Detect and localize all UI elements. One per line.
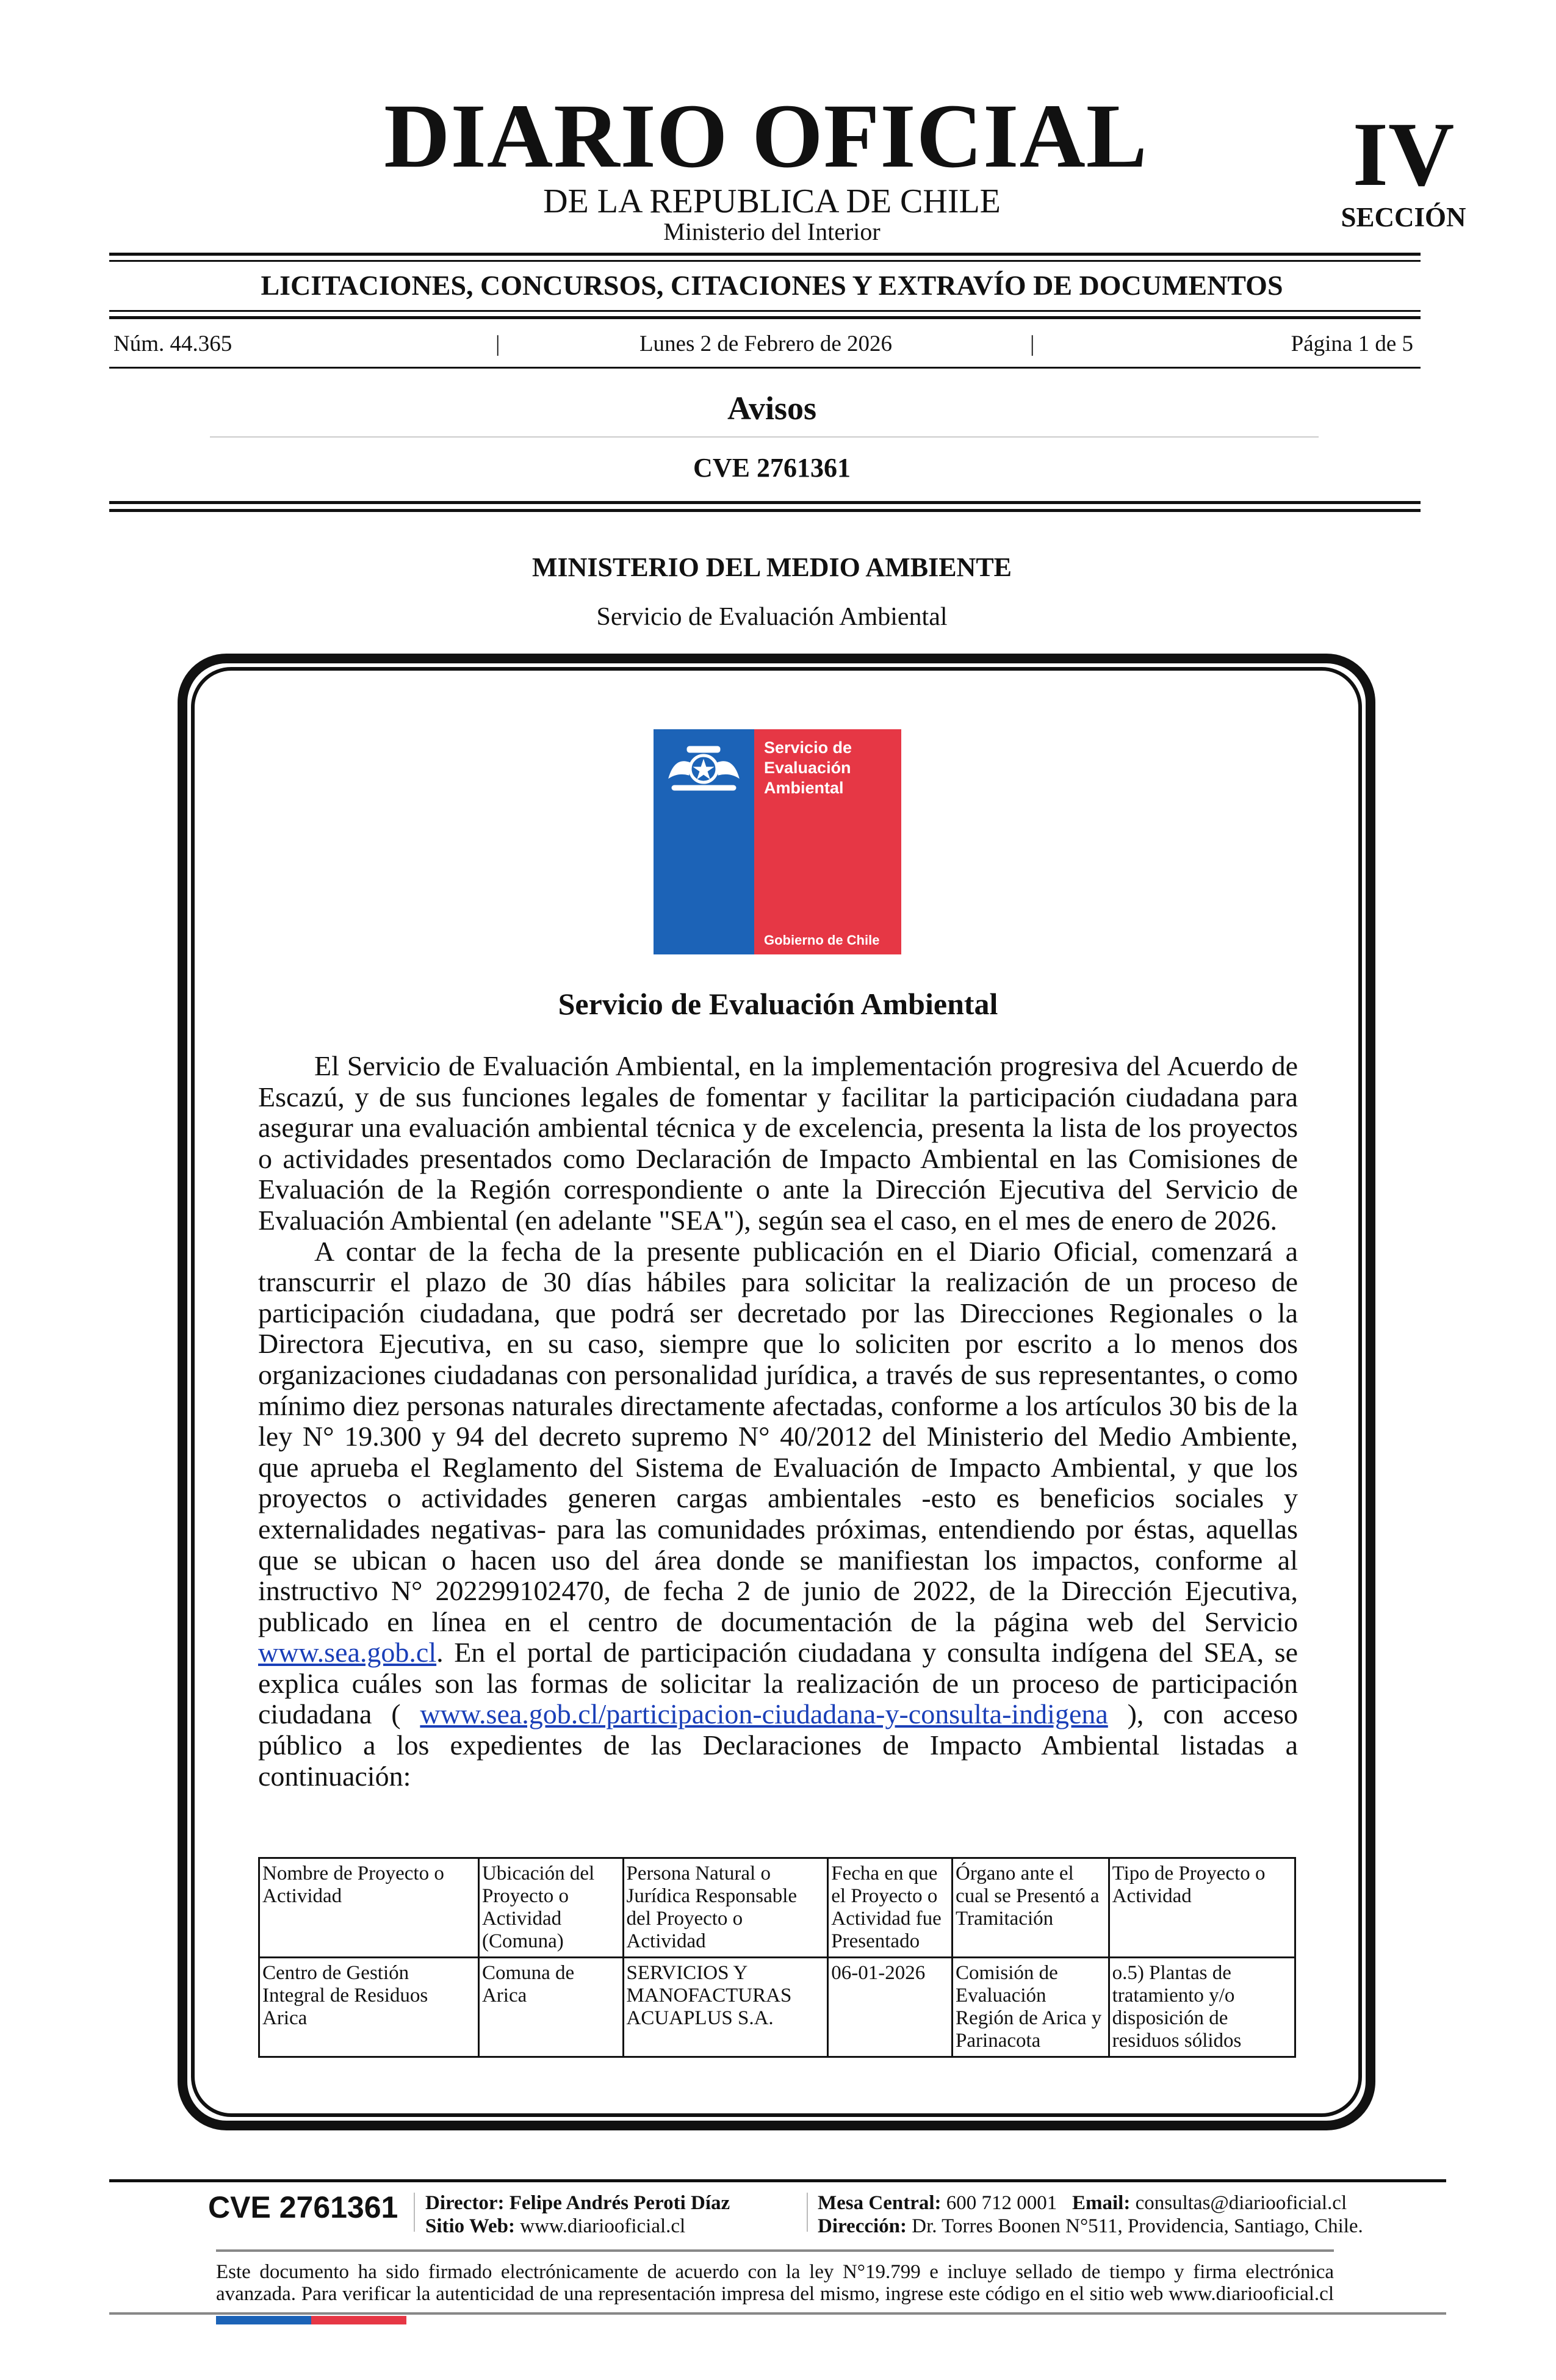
- table-header-row: [259, 1858, 1295, 1958]
- table-cell: Centro de Gestión Integral de Residuos Arica: [259, 1958, 479, 2057]
- separator: |: [495, 331, 500, 356]
- body-title: Servicio de Evaluación Ambiental: [558, 987, 998, 1021]
- table-cell: o.5) Plantas de tratamiento y/o disposición de residuos sólidos: [1109, 1958, 1295, 2057]
- notice-category: Avisos: [727, 390, 817, 427]
- issue-number: Núm. 44.365: [113, 331, 232, 356]
- divider: [109, 509, 1421, 512]
- column-header: Tipo de Proyecto o Actividad: [1109, 1858, 1295, 1958]
- footer-website: Sitio Web: www.diariooficial.cl: [425, 2215, 686, 2237]
- service-name: Servicio de Evaluación Ambiental: [596, 603, 948, 631]
- logo-line: Evaluación: [764, 759, 851, 777]
- separator: |: [1030, 331, 1035, 356]
- table-cell: Comisión de Evaluación Región de Arica y Parinacota: [953, 1958, 1109, 2057]
- logo-line: Servicio de: [764, 738, 852, 757]
- footer-contact: Mesa Central: 600 712 0001 Email: consultas@diariooficial.cl: [818, 2192, 1347, 2214]
- issue-date: Lunes 2 de Febrero de 2026: [639, 331, 893, 356]
- projects-table: [258, 1857, 1296, 2058]
- logo-line: Ambiental: [764, 779, 844, 797]
- divider: [109, 2312, 1446, 2315]
- column-header: Fecha en que el Proyecto o Actividad fue Presentado: [828, 1858, 953, 1958]
- body-text: [258, 1051, 1298, 1792]
- section-number: IV: [1352, 104, 1455, 205]
- coat-of-arms-icon: [654, 735, 754, 809]
- paragraph: El Servicio de Evaluación Ambiental, en la implementación progresiva del Acuerdo de Escazú, y de sus funciones legales de fomentar y facilitar la participación ciudadana para asegurar una evaluación ambiental técnica y de excelencia, presenta la lista de los proyectos o actividades presentados como Declaración de Impacto Ambiental en las Comisiones de Evaluación de la Región correspondiente o ante la Dirección Ejecutiva del Servicio de Evaluación Ambiental (en adelante "SEA"), según sea el caso, en el mes de enero de 2026.: [258, 1050, 1298, 1236]
- footer-director: Director: Felipe Andrés Peroti Díaz: [425, 2192, 730, 2214]
- divider: [109, 2179, 1446, 2182]
- participation-link[interactable]: www.sea.gob.cl/participacion-ciudadana-y-consulta-indigena: [420, 1698, 1108, 1730]
- table-cell: Comuna de Arica: [478, 1958, 623, 2057]
- logo-government: Gobierno de Chile: [764, 932, 880, 948]
- table-cell: 06-01-2026: [828, 1958, 953, 2057]
- column-header: Persona Natural o Jurídica Responsable del Proyecto o Actividad: [623, 1858, 828, 1958]
- column-header: Ubicación del Proyecto o Actividad (Comuna): [478, 1858, 623, 1958]
- divider: [109, 367, 1421, 369]
- divider: [109, 501, 1421, 504]
- organization: MINISTERIO DEL MEDIO AMBIENTE: [531, 552, 1012, 582]
- divider: [109, 260, 1421, 262]
- divider: [109, 316, 1421, 319]
- divider: [109, 253, 1421, 256]
- signature-disclaimer: Este documento ha sido firmado electrónicamente de acuerdo con la ley N°19.799 e incluye sellado de tiempo y firma electrónica avanzada. Para verificar la autenticidad de una representación impresa del mismo, ingrese este código en el sitio web www.diariooficial.cl: [216, 2261, 1334, 2305]
- divider: [109, 310, 1421, 312]
- sea-logo: [654, 729, 901, 954]
- column-header: Nombre de Proyecto o Actividad: [259, 1858, 479, 1958]
- section-heading: LICITACIONES, CONCURSOS, CITACIONES Y EXTRAVÍO DE DOCUMENTOS: [261, 270, 1283, 301]
- flag-blue-bar: [216, 2316, 311, 2324]
- section-label: SECCIÓN: [1341, 202, 1466, 233]
- divider: [216, 2249, 1334, 2252]
- cve-code: CVE 2761361: [693, 453, 851, 483]
- footer-address: Dirección: Dr. Torres Boonen N°511, Providencia, Santiago, Chile.: [818, 2215, 1363, 2237]
- ministry: Ministerio del Interior: [663, 218, 881, 245]
- page-number: Página 1 de 5: [1291, 331, 1413, 356]
- table-cell: SERVICIOS Y MANOFACTURAS ACUAPLUS S.A.: [623, 1958, 828, 2057]
- flag-red-bar: [311, 2316, 406, 2324]
- table-row: [259, 1958, 1295, 2057]
- newspaper-subtitle: DE LA REPUBLICA DE CHILE: [543, 182, 1001, 220]
- sea-link[interactable]: www.sea.gob.cl: [258, 1637, 437, 1668]
- divider: [210, 436, 1319, 438]
- footer-cve: CVE 2761361: [208, 2190, 398, 2224]
- newspaper-title: DIARIO OFICIAL: [384, 85, 1148, 187]
- paragraph: A contar de la fecha de la presente publicación en el Diario Oficial, comenzará a transcurrir el plazo de 30 días hábiles para solicitar la realización de un proceso de participación ciudadana, que podrá ser decretado por las Direcciones Regionales o la Directora Ejecutiva, en su caso, siempre que lo soliciten por escrito a lo menos dos organizaciones ciudadanas con personalidad jurídica, a través de sus representantes, o como mínimo diez personas naturales directamente afectadas, conforme a los artículos 30 bis de la ley N° 19.300 y 94 del decreto supremo N° 40/2012 del Ministerio del Medio Ambiente, que aprueba el Reglamento del Sistema de Evaluación de Impacto Ambiental, y que los proyectos o actividades generen cargas ambientales -esto es beneficios sociales y externalidades negativas- para las comunidades próximas, entendiendo por éstas, aquellas que se ubican o hacen uso del área donde se manifiestan los impactos, conforme al instructivo N° 202299102470, de fecha 2 de junio de 2022, de la Dirección Ejecutiva, publicado en línea en el centro de documentación de la página web del Servicio www.sea.gob.cl. En el portal de participación ciudadana y consulta indígena del SEA, se explica cuáles son las formas de solicitar la realización de un proceso de participación ciudadana ( www.sea.gob.cl/participacion-ciudadana-y-consulta-indigena ), con acceso público a los expedientes de las Declaraciones de Impacto Ambiental listadas a continuación:: [258, 1235, 1298, 1792]
- column-header: Órgano ante el cual se Presentó a Tramitación: [953, 1858, 1109, 1958]
